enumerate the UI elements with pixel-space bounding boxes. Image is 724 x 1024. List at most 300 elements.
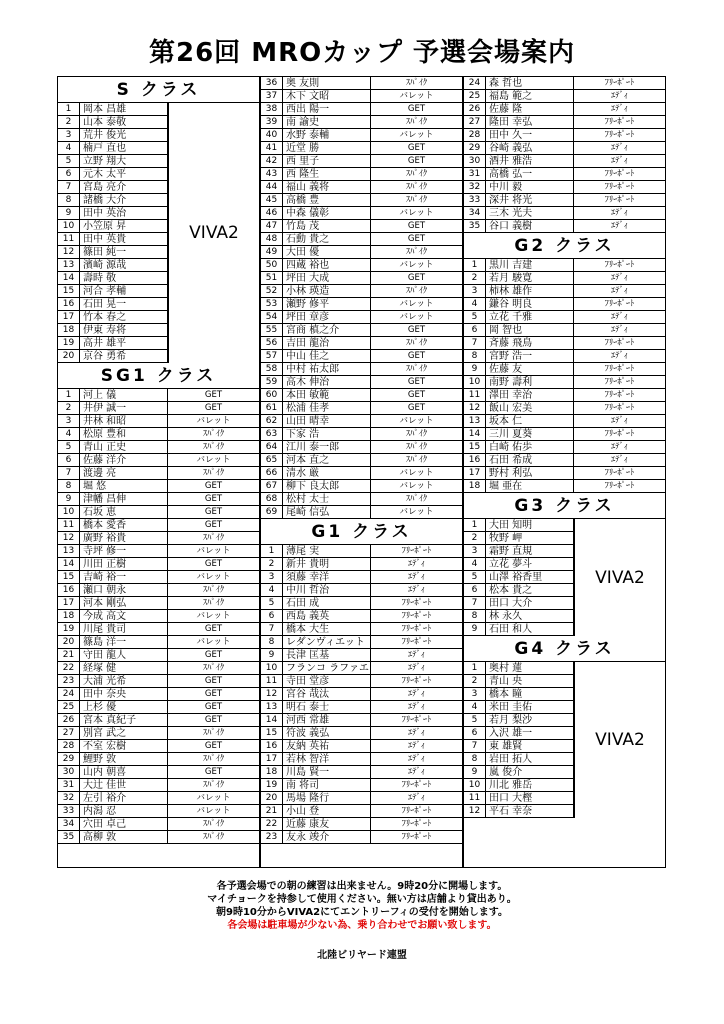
notice-line: 朝9時10分からVIVA2にてエントリーフィの受付を開始します。 bbox=[216, 907, 508, 918]
player-row bbox=[261, 168, 462, 181]
player-shop: ｴﾃﾞｨ bbox=[610, 143, 628, 153]
player-number: 4 bbox=[58, 142, 80, 154]
player-row bbox=[464, 454, 665, 467]
player-number: 58 bbox=[261, 363, 283, 375]
player-name: 山澤 裕香里 bbox=[486, 571, 574, 583]
player-row bbox=[261, 740, 462, 753]
group-g1 bbox=[261, 519, 462, 844]
player-row bbox=[58, 454, 259, 467]
player-shop: GET bbox=[204, 624, 223, 634]
player-name: 石田 和人 bbox=[486, 623, 574, 635]
player-number: 49 bbox=[261, 246, 283, 258]
player-name: 石田 晃一 bbox=[80, 298, 168, 310]
player-shop: ｴﾃﾞｨ bbox=[610, 104, 628, 114]
player-shop: ｽﾊﾟｲｸ bbox=[202, 468, 225, 478]
player-shop: ｴﾃﾞｨ bbox=[407, 572, 425, 582]
player-name: 京谷 勇希 bbox=[80, 350, 168, 362]
player-shop: ﾌﾘｰﾎﾟｰﾄ bbox=[604, 403, 635, 413]
player-number: 35 bbox=[58, 831, 80, 843]
class-header: S クラス bbox=[58, 77, 259, 103]
player-shop: ﾌﾘｰﾎﾟｰﾄ bbox=[604, 195, 635, 205]
player-number: 5 bbox=[58, 441, 80, 453]
player-shop: ｽﾊﾟｲｸ bbox=[405, 195, 428, 205]
player-name: 田口 大介 bbox=[486, 597, 574, 609]
player-row bbox=[58, 649, 259, 662]
player-row bbox=[261, 688, 462, 701]
player-row bbox=[464, 259, 665, 272]
player-number: 2 bbox=[58, 402, 80, 414]
player-row bbox=[58, 506, 259, 519]
player-row bbox=[261, 181, 462, 194]
player-name: 橋本 大生 bbox=[283, 623, 371, 635]
player-name: 奥村 蓮 bbox=[486, 662, 574, 674]
player-shop: GET bbox=[407, 156, 426, 166]
group-rows bbox=[464, 519, 665, 636]
player-number: 13 bbox=[261, 701, 283, 713]
group-rows bbox=[261, 545, 462, 844]
player-row bbox=[464, 103, 665, 116]
column-middle bbox=[260, 76, 463, 868]
player-shop: GET bbox=[204, 689, 223, 699]
player-row bbox=[58, 662, 259, 675]
player-name: 米田 圭佑 bbox=[486, 701, 574, 713]
player-number: 12 bbox=[464, 402, 486, 414]
player-row bbox=[464, 194, 665, 207]
player-name: 別宮 武之 bbox=[80, 727, 168, 739]
player-name: 石動 貴之 bbox=[283, 233, 371, 245]
player-row bbox=[58, 740, 259, 753]
player-row bbox=[464, 415, 665, 428]
player-row bbox=[58, 597, 259, 610]
player-name: レダンヴィエット bbox=[283, 636, 371, 648]
player-row bbox=[261, 701, 462, 714]
player-number: 5 bbox=[58, 155, 80, 167]
player-row bbox=[464, 363, 665, 376]
player-number: 18 bbox=[261, 766, 283, 778]
player-row bbox=[58, 415, 259, 428]
player-row bbox=[464, 467, 665, 480]
player-name: 津幡 昌伸 bbox=[80, 493, 168, 505]
player-name: 山内 朝喜 bbox=[80, 766, 168, 778]
player-shop: ｽﾊﾟｲｸ bbox=[202, 429, 225, 439]
player-number: 54 bbox=[261, 311, 283, 323]
player-name: 霜野 直規 bbox=[486, 545, 574, 557]
player-name: 田中 久一 bbox=[486, 129, 574, 141]
player-number: 16 bbox=[261, 740, 283, 752]
player-number: 14 bbox=[464, 428, 486, 440]
player-row bbox=[464, 376, 665, 389]
player-shop: ｽﾊﾟｲｸ bbox=[202, 663, 225, 673]
player-number: 2 bbox=[58, 116, 80, 128]
player-name: 高井 雄平 bbox=[80, 337, 168, 349]
player-name: 井伊 誠一 bbox=[80, 402, 168, 414]
player-name: 宮谷 哉汰 bbox=[283, 688, 371, 700]
group-sg1 bbox=[58, 363, 259, 844]
player-shop: ｽﾊﾟｲｸ bbox=[202, 533, 225, 543]
player-row bbox=[261, 441, 462, 454]
player-shop: ｽﾊﾟｲｸ bbox=[202, 819, 225, 829]
player-name: 高柳 敦 bbox=[80, 831, 168, 843]
player-shop: GET bbox=[204, 481, 223, 491]
player-shop: GET bbox=[407, 273, 426, 283]
player-row bbox=[261, 805, 462, 818]
player-number: 17 bbox=[58, 311, 80, 323]
player-name: 薄尾 実 bbox=[283, 545, 371, 557]
player-name: 谷崎 義弘 bbox=[486, 142, 574, 154]
player-shop: ﾌﾘｰﾎﾟｰﾄ bbox=[604, 377, 635, 387]
player-name: 深井 将光 bbox=[486, 194, 574, 206]
player-shop: GET bbox=[407, 377, 426, 387]
player-name: 鯉野 敦 bbox=[80, 753, 168, 765]
player-name: 堀 亜在 bbox=[486, 480, 574, 492]
player-name: 河合 孝輔 bbox=[80, 285, 168, 297]
player-number: 67 bbox=[261, 480, 283, 492]
player-row bbox=[58, 805, 259, 818]
player-shop: ｽﾊﾟｲｸ bbox=[202, 442, 225, 452]
player-shop: ﾌﾘｰﾎﾟｰﾄ bbox=[604, 130, 635, 140]
player-number: 17 bbox=[464, 467, 486, 479]
player-name: フランコ ラファエ bbox=[283, 662, 371, 674]
player-name: 符波 義弘 bbox=[283, 727, 371, 739]
player-number: 61 bbox=[261, 402, 283, 414]
player-name: 元木 太平 bbox=[80, 168, 168, 180]
player-row bbox=[261, 493, 462, 506]
player-shop: ｴﾃﾞｨ bbox=[610, 156, 628, 166]
player-number: 35 bbox=[464, 220, 486, 232]
player-name: 林 永久 bbox=[486, 610, 574, 622]
player-name: 奥 友則 bbox=[283, 77, 371, 89]
player-shop: ﾌﾘｰﾎﾟｰﾄ bbox=[401, 546, 432, 556]
player-row bbox=[58, 467, 259, 480]
player-name: 竹本 春之 bbox=[80, 311, 168, 323]
player-shop: ﾌﾘｰﾎﾟｰﾄ bbox=[604, 481, 635, 491]
player-row bbox=[261, 220, 462, 233]
player-shop: GET bbox=[407, 325, 426, 335]
player-shop: ｴﾃﾞｨ bbox=[610, 286, 628, 296]
player-name: 福島 範之 bbox=[486, 90, 574, 102]
player-number: 18 bbox=[58, 324, 80, 336]
player-shop: ｴﾃﾞｨ bbox=[610, 312, 628, 322]
player-name: 荒井 俊光 bbox=[80, 129, 168, 141]
player-row bbox=[58, 480, 259, 493]
player-number: 3 bbox=[464, 545, 486, 557]
player-number: 15 bbox=[464, 441, 486, 453]
column-right bbox=[463, 76, 666, 868]
player-number: 13 bbox=[464, 415, 486, 427]
player-number: 14 bbox=[58, 558, 80, 570]
player-row bbox=[261, 623, 462, 636]
player-number: 6 bbox=[464, 727, 486, 739]
player-shop: GET bbox=[407, 234, 426, 244]
player-number: 3 bbox=[261, 571, 283, 583]
player-number: 11 bbox=[261, 675, 283, 687]
player-name: 経塚 健 bbox=[80, 662, 168, 674]
player-shop: GET bbox=[204, 715, 223, 725]
player-number: 17 bbox=[261, 753, 283, 765]
player-shop: ﾌﾘｰﾎﾟｰﾄ bbox=[604, 117, 635, 127]
player-number: 12 bbox=[464, 805, 486, 817]
player-row bbox=[261, 376, 462, 389]
player-number: 11 bbox=[464, 792, 486, 804]
player-name: 守田 龍人 bbox=[80, 649, 168, 661]
player-row bbox=[261, 766, 462, 779]
player-row bbox=[58, 428, 259, 441]
player-number: 14 bbox=[58, 272, 80, 284]
player-shop: バレット bbox=[399, 416, 434, 426]
player-name: 河上 儀 bbox=[80, 389, 168, 401]
player-name: 岡 智也 bbox=[486, 324, 574, 336]
player-shop: ｴﾃﾞｨ bbox=[407, 663, 425, 673]
player-name: 東 雄賢 bbox=[486, 740, 574, 752]
player-shop: GET bbox=[204, 741, 223, 751]
player-shop: ｽﾊﾟｲｸ bbox=[405, 455, 428, 465]
player-row bbox=[58, 766, 259, 779]
player-name: 飯山 宏美 bbox=[486, 402, 574, 414]
player-number: 9 bbox=[261, 649, 283, 661]
player-name: 西島 義英 bbox=[283, 610, 371, 622]
player-number: 18 bbox=[58, 610, 80, 622]
player-number: 63 bbox=[261, 428, 283, 440]
player-name: 石田 希成 bbox=[486, 454, 574, 466]
player-name: 長津 匡基 bbox=[283, 649, 371, 661]
player-number: 47 bbox=[261, 220, 283, 232]
player-shop: ｽﾊﾟｲｸ bbox=[202, 832, 225, 842]
player-number: 66 bbox=[261, 467, 283, 479]
player-number: 68 bbox=[261, 493, 283, 505]
player-number: 34 bbox=[464, 207, 486, 219]
player-row bbox=[261, 389, 462, 402]
player-shop: ﾌﾘｰﾎﾟｰﾄ bbox=[604, 390, 635, 400]
player-number: 3 bbox=[464, 688, 486, 700]
player-number: 1 bbox=[261, 545, 283, 557]
player-name: 佐藤 洋介 bbox=[80, 454, 168, 466]
player-number: 3 bbox=[58, 129, 80, 141]
player-shop: GET bbox=[204, 767, 223, 777]
player-name: 田口 大樫 bbox=[486, 792, 574, 804]
player-shop: GET bbox=[204, 702, 223, 712]
player-row bbox=[464, 116, 665, 129]
player-number: 17 bbox=[58, 597, 80, 609]
class-header: G3 クラス bbox=[464, 493, 665, 519]
player-shop: ﾌﾘｰﾎﾟｰﾄ bbox=[401, 624, 432, 634]
player-shop: GET bbox=[407, 143, 426, 153]
player-row bbox=[464, 285, 665, 298]
player-number: 5 bbox=[261, 597, 283, 609]
player-shop: バレット bbox=[399, 481, 434, 491]
player-name: 濱崎 源哉 bbox=[80, 259, 168, 271]
player-number: 44 bbox=[261, 181, 283, 193]
player-shop: GET bbox=[204, 403, 223, 413]
player-row bbox=[261, 285, 462, 298]
player-row bbox=[261, 649, 462, 662]
player-name: 木下 文昭 bbox=[283, 90, 371, 102]
player-shop: ｽﾊﾟｲｸ bbox=[405, 247, 428, 257]
player-number: 1 bbox=[464, 519, 486, 531]
player-number: 37 bbox=[261, 90, 283, 102]
player-shop: GET bbox=[204, 650, 223, 660]
class-header: SG1 クラス bbox=[58, 363, 259, 389]
player-number: 3 bbox=[58, 415, 80, 427]
player-shop: GET bbox=[204, 520, 223, 530]
player-number: 56 bbox=[261, 337, 283, 349]
player-number: 7 bbox=[58, 467, 80, 479]
player-row bbox=[464, 272, 665, 285]
player-shop: バレット bbox=[399, 91, 434, 101]
player-row bbox=[58, 753, 259, 766]
player-number: 26 bbox=[464, 103, 486, 115]
player-number: 48 bbox=[261, 233, 283, 245]
player-name: 寺田 堂彦 bbox=[283, 675, 371, 687]
player-shop: GET bbox=[204, 559, 223, 569]
player-row bbox=[58, 519, 259, 532]
player-row bbox=[261, 363, 462, 376]
player-number: 55 bbox=[261, 324, 283, 336]
player-name: 大田 優 bbox=[283, 246, 371, 258]
player-shop: ｴﾃﾞｨ bbox=[407, 559, 425, 569]
player-row bbox=[464, 324, 665, 337]
player-number: 24 bbox=[464, 77, 486, 89]
player-shop: バレット bbox=[196, 455, 231, 465]
player-number: 42 bbox=[261, 155, 283, 167]
player-number: 27 bbox=[464, 116, 486, 128]
player-row bbox=[261, 597, 462, 610]
player-name: 柿林 雄作 bbox=[486, 285, 574, 297]
player-name: 佐藤 隆 bbox=[486, 103, 574, 115]
player-row bbox=[464, 181, 665, 194]
player-number: 2 bbox=[261, 558, 283, 570]
player-shop: ｽﾊﾟｲｸ bbox=[202, 598, 225, 608]
player-number: 11 bbox=[464, 389, 486, 401]
player-row bbox=[464, 142, 665, 155]
player-row bbox=[261, 207, 462, 220]
player-name: 小山 登 bbox=[283, 805, 371, 817]
player-row bbox=[261, 415, 462, 428]
player-row bbox=[464, 441, 665, 454]
group-s bbox=[58, 77, 259, 363]
player-name: 西出 陽一 bbox=[283, 103, 371, 115]
class-header: G4 クラス bbox=[464, 636, 665, 662]
player-shop: ﾌﾘｰﾎﾟｰﾄ bbox=[401, 676, 432, 686]
player-name: 岡本 昌雄 bbox=[80, 103, 168, 115]
player-name: 河本 直之 bbox=[283, 454, 371, 466]
player-name: 若月 梨沙 bbox=[486, 714, 574, 726]
player-row bbox=[58, 701, 259, 714]
player-name: 隆田 幸弘 bbox=[486, 116, 574, 128]
player-shop: ﾌﾘｰﾎﾟｰﾄ bbox=[604, 182, 635, 192]
player-number: 41 bbox=[261, 142, 283, 154]
group-rows bbox=[261, 77, 462, 519]
player-shop: ｴﾃﾞｨ bbox=[610, 455, 628, 465]
player-shop: GET bbox=[204, 507, 223, 517]
player-name: 佐藤 友 bbox=[486, 363, 574, 375]
player-name: 山本 泰敬 bbox=[80, 116, 168, 128]
player-shop: ﾌﾘｰﾎﾟｰﾄ bbox=[401, 598, 432, 608]
player-number: 21 bbox=[261, 805, 283, 817]
player-row bbox=[261, 142, 462, 155]
player-name: 立野 翔大 bbox=[80, 155, 168, 167]
player-number: 2 bbox=[464, 675, 486, 687]
group-g4 bbox=[464, 636, 665, 818]
class-header: G1 クラス bbox=[261, 519, 462, 545]
player-name: 吉崎 裕一 bbox=[80, 571, 168, 583]
player-number: 43 bbox=[261, 168, 283, 180]
player-number: 13 bbox=[58, 545, 80, 557]
player-row bbox=[58, 558, 259, 571]
player-name: 左引 裕介 bbox=[80, 792, 168, 804]
player-row bbox=[261, 298, 462, 311]
player-name: 高橋 弘一 bbox=[486, 168, 574, 180]
player-row bbox=[58, 493, 259, 506]
player-shop: GET bbox=[204, 676, 223, 686]
player-number: 9 bbox=[58, 207, 80, 219]
player-shop: ｽﾊﾟｲｸ bbox=[405, 117, 428, 127]
player-shop: ｽﾊﾟｲｸ bbox=[202, 780, 225, 790]
player-row bbox=[261, 272, 462, 285]
player-row bbox=[261, 402, 462, 415]
player-number: 45 bbox=[261, 194, 283, 206]
player-number: 6 bbox=[261, 610, 283, 622]
player-row bbox=[261, 337, 462, 350]
player-number: 7 bbox=[464, 337, 486, 349]
player-number: 33 bbox=[58, 805, 80, 817]
player-row bbox=[261, 571, 462, 584]
player-name: 立花 夢斗 bbox=[486, 558, 574, 570]
player-row bbox=[58, 402, 259, 415]
player-row bbox=[58, 610, 259, 623]
player-name: 瀬野 修平 bbox=[283, 298, 371, 310]
player-name: 内潟 忍 bbox=[80, 805, 168, 817]
player-number: 51 bbox=[261, 272, 283, 284]
player-row bbox=[464, 311, 665, 324]
player-shop: ｴﾃﾞｨ bbox=[610, 91, 628, 101]
player-number: 69 bbox=[261, 506, 283, 518]
player-row bbox=[261, 480, 462, 493]
player-number: 23 bbox=[261, 831, 283, 843]
player-number: 18 bbox=[464, 480, 486, 492]
player-shop: ｴﾃﾞｨ bbox=[610, 273, 628, 283]
player-name: 渡邊 亮 bbox=[80, 467, 168, 479]
player-shop: ｴﾃﾞｨ bbox=[407, 741, 425, 751]
player-shop: ﾌﾘｰﾎﾟｰﾄ bbox=[604, 364, 635, 374]
player-name: 谷口 義樹 bbox=[486, 220, 574, 232]
player-name: 友納 英祐 bbox=[283, 740, 371, 752]
player-number: 7 bbox=[464, 740, 486, 752]
group-rows bbox=[464, 259, 665, 493]
player-shop: ｽﾊﾟｲｸ bbox=[405, 494, 428, 504]
player-row bbox=[261, 246, 462, 259]
player-row bbox=[261, 259, 462, 272]
player-number: 46 bbox=[261, 207, 283, 219]
player-name: 青山 正史 bbox=[80, 441, 168, 453]
player-name: 竹島 茂 bbox=[283, 220, 371, 232]
player-name: 明石 泰士 bbox=[283, 701, 371, 713]
player-number: 14 bbox=[261, 714, 283, 726]
player-row bbox=[261, 779, 462, 792]
player-row bbox=[58, 532, 259, 545]
player-number: 21 bbox=[58, 649, 80, 661]
player-number: 13 bbox=[58, 259, 80, 271]
player-shop: バレット bbox=[196, 793, 231, 803]
player-row bbox=[261, 428, 462, 441]
group-sg1-continued bbox=[261, 77, 462, 519]
player-name: 森 哲也 bbox=[486, 77, 574, 89]
player-number: 2 bbox=[464, 272, 486, 284]
player-shop: ﾌﾘｰﾎﾟｰﾄ bbox=[401, 806, 432, 816]
player-number: 34 bbox=[58, 818, 80, 830]
player-name: 高木 伸治 bbox=[283, 376, 371, 388]
venue-label: VIVA2 bbox=[168, 103, 259, 363]
player-row bbox=[261, 90, 462, 103]
